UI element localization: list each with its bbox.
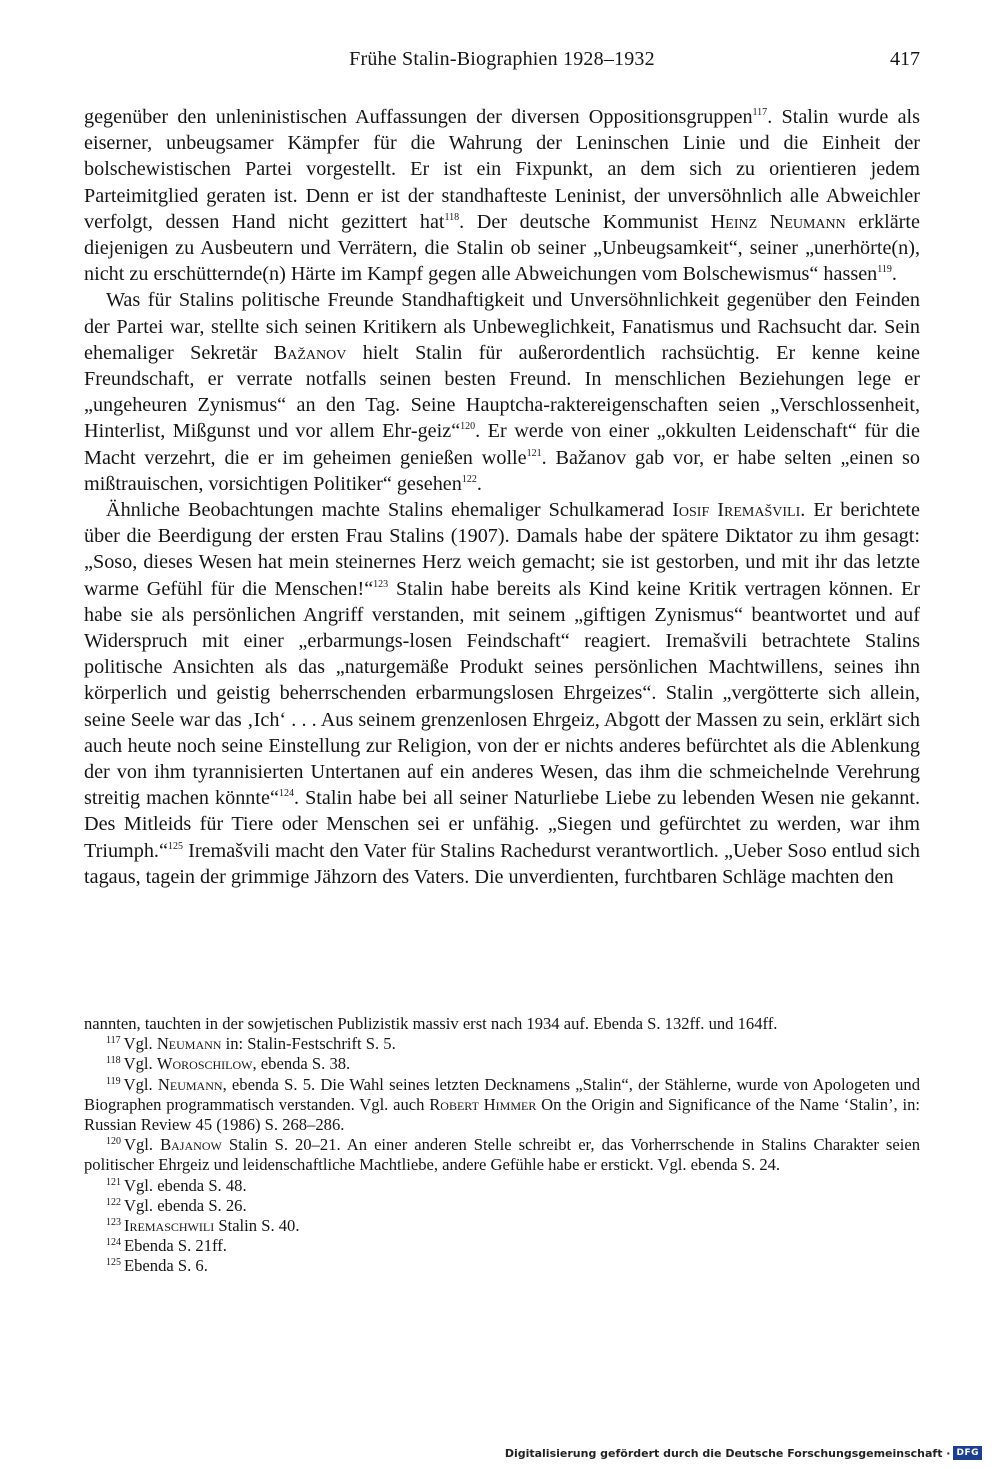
- footnote-121: [84, 1176, 920, 1196]
- text-run: Ebenda S. 6.: [124, 1256, 208, 1276]
- text-run: Was für Stalins politische Freunde Standhaftigkeit und Unversöhnlichkeit gegenüber den Feinden der Partei war, stellte sich seinen Kritikern als Unbeweglichkeit, Fanatismus und Rachsucht dar. Sein ehemaliger Sekretär: [84, 289, 920, 364]
- digitization-credit: [505, 1444, 982, 1462]
- text-run: Ebenda S. 21ff.: [124, 1236, 227, 1256]
- person-name: Neumann: [157, 1074, 223, 1094]
- paragraph-1: [84, 104, 920, 287]
- paragraph-2: [84, 287, 920, 497]
- footnote-118: [84, 1054, 920, 1074]
- text-run: Stalin S. 40.: [214, 1216, 300, 1236]
- footnote-number: 121: [106, 1176, 121, 1188]
- person-name: Bajanow: [160, 1135, 222, 1155]
- running-head: [84, 48, 920, 78]
- text-run: in: Stalin-Festschrift S. 5.: [221, 1034, 396, 1054]
- person-name: Woroschilow: [156, 1054, 253, 1074]
- person-name: Heinz Neumann: [710, 210, 846, 233]
- footnote-ref-120: 120: [460, 421, 476, 433]
- footnote-ref-125: 125: [167, 840, 183, 852]
- text-run: . Er berichtete über die Beerdigung der ersten Frau Stalins (1907). Damals habe der spätere Diktator zu ihm gesagt: „Soso, dieses Wesen hat mein steinernes Herz weich gemacht; sie ist gestorben, und mit ihr das letzte warme Gefühl für die Menschen!“: [84, 499, 921, 600]
- text-run: On the Origin and Significance of the Name ‘Stalin’, in: Russian Review 45 (1986) S. 268–286.: [84, 1094, 920, 1135]
- footnote-119: [84, 1075, 920, 1136]
- person-name: Iosif Iremašvili: [672, 499, 801, 522]
- person-name: Robert Himmer: [429, 1094, 537, 1114]
- footnote-117: [84, 1034, 920, 1054]
- footnote-number: 117: [106, 1035, 121, 1047]
- person-name: Neumann: [156, 1034, 222, 1054]
- footnote-number: 119: [106, 1075, 121, 1087]
- text-run: .: [476, 472, 482, 495]
- footnote-number: 124: [106, 1237, 121, 1249]
- footnote-120: [84, 1135, 920, 1175]
- footnote-ref-118: 118: [444, 211, 460, 223]
- paragraph-3: [84, 497, 920, 890]
- text-run: hielt Stalin für außerordentlich rachsüchtig. Er kenne keine Freundschaft, er verrate notfalls seinen besten Freund. In menschlichen Beziehungen lege er „ungeheuren Zynismus“ an den Tag. Seine Hauptcha-raktereigenschaften seien „Verschlossenheit, Hinterlist, Mißgunst und vor allem Ehr-geiz“: [84, 341, 920, 443]
- footnote-ref-123: 123: [373, 578, 389, 590]
- footnote-125: [84, 1256, 920, 1276]
- footnote-123: [84, 1216, 920, 1236]
- text-run: Stalin S. 20–21. An einer anderen Stelle schreibt er, das Vorherrschende in Stalins Charakter seien politischer Ehrgeiz und leidenschaftliche Machtliebe, andere Gefühle habe er erstickt. Vgl. ebenda S. 24.: [84, 1135, 921, 1175]
- text-run: Vgl. ebenda S. 26.: [124, 1195, 247, 1215]
- text-run: . Bažanov gab vor, er habe selten „einen so mißtrauischen, vorsichtigen Politiker“ gesehen: [84, 446, 920, 495]
- page-number: 417: [890, 48, 920, 70]
- text-run: Stalin habe bereits als Kind keine Kritik vertragen können. Er habe sie als persönlichen Angriff verstanden, mit seinem „giftigen Zynismus“ beantwortet und auf Widerspruch mit einer „erbarmungs-losen Feindschaft“ reagiert. Iremašvili betrachtete Stalins politische Ansichten als das „naturgemäße Produkt seines persönlichen Machtwillens, seines ihn körperlich und geistig beherrschenden erbarmungslosen Ehrgeizes“. Stalin „vergötterte sich allein, seine Seele war das ‚Ich‘ . . . Aus seinem grenzenlosen Ehrgeiz, Abgott der Massen zu sein, erklärt sich auch heute noch seine Einstellung zur Religion, von der er nichts anderes befürchtet als die Ablenkung der von ihm tyrannisierten Untertanen auf ein anderes Wesen, das ihm die schmeichelnde Verehrung streitig machen könnte“: [84, 577, 920, 810]
- text-run: Vgl.: [123, 1054, 157, 1074]
- footnote-ref-117: 117: [752, 107, 768, 118]
- text-run: , ebenda S. 38.: [252, 1054, 351, 1074]
- dfg-logo-icon: DFG: [953, 1446, 982, 1460]
- footnote-122: [84, 1196, 920, 1216]
- text-run: . Er werde von einer „okkulten Leidenschaft“ für die Macht verzehrt, die er im geheimen genießen wolle: [84, 420, 921, 469]
- footnote-number: 125: [106, 1257, 121, 1269]
- person-name: Iremaschwili: [124, 1216, 215, 1236]
- footnote-124: [84, 1236, 920, 1256]
- text-run: Vgl.: [123, 1034, 157, 1054]
- footnote-number: 120: [106, 1136, 121, 1148]
- person-name: Bažanov: [273, 341, 347, 364]
- footnote-number: 123: [106, 1217, 121, 1229]
- running-title: Frühe Stalin-Biographien 1928–1932: [349, 48, 655, 70]
- text-run: , ebenda S. 5. Die Wahl seines letzten Decknamens „Stalin“, der Stählerne, wurde von Apologeten und Biographen programmatisch verstanden. Vgl. auch: [84, 1074, 920, 1114]
- text-run: Vgl.: [123, 1074, 158, 1094]
- footnote-number: 118: [106, 1055, 121, 1067]
- footnote-ref-121: 121: [526, 447, 542, 459]
- text-run: erklärte diejenigen zu Ausbeutern und Verrätern, die Stalin ob seiner „Unbeugsamkeit“, seiner „unerhörte(n), nicht zu erschütternde(n) Härte im Kampf gegen alle Abweichungen vom Bolschewismus“ hassen: [84, 210, 920, 286]
- text-run: Vgl.: [124, 1135, 161, 1155]
- text-run: . Stalin habe bei all seiner Naturliebe Liebe zu lebenden Wesen nie gekannt. Des Mitleids für Tiere oder Menschen sei er unfähig. „Siegen und gefürchtet zu werden, war ihm Triumph.“: [84, 787, 920, 862]
- footnote-ref-124: 124: [278, 788, 294, 800]
- body-text: [84, 104, 920, 890]
- text-run: Ähnliche Beobachtungen machte Stalins ehemaliger Schulkamerad: [106, 499, 673, 522]
- text-run: Vgl. ebenda S. 48.: [124, 1175, 247, 1195]
- footnote-carryover: nannten, tauchten in der sowjetischen Publizistik massiv erst nach 1934 auf. Ebenda S. 132ff. und 164ff.: [84, 1014, 778, 1033]
- footnote-number: 122: [106, 1196, 121, 1208]
- footnotes: [84, 1014, 920, 1277]
- credit-text: Digitalisierung gefördert durch die Deutsche Forschungsgemeinschaft ·: [504, 1446, 951, 1460]
- text-run: .: [891, 263, 897, 286]
- text-run: Iremašvili macht den Vater für Stalins Rachedurst verantwortlich. „Ueber Soso entlud sich tagaus, tagein der grimmige Jähzorn des Vaters. Die unverdienten, furchtbaren Schläge machten den: [84, 839, 920, 888]
- text-run: . Stalin wurde als eiserner, unbeugsamer Kämpfer für die Wahrung der Leninschen Linie und die Einheit der bolschewistischen Partei vorgestellt. Er ist ein Fixpunkt, an dem sich zu orientieren jedem Parteimitglied geraten ist. Denn er ist der standhafteste Leninist, der unversöhnlich alle Abweichler verfolgt, dessen Hand nicht gezittert hat: [84, 106, 921, 233]
- footnote-ref-119: 119: [877, 264, 892, 276]
- text-run: gegenüber den unleninistischen Auffassungen der diversen Oppositionsgruppen: [84, 106, 753, 128]
- text-run: . Der deutsche Kommunist: [459, 210, 711, 233]
- footnote-ref-122: 122: [461, 473, 477, 485]
